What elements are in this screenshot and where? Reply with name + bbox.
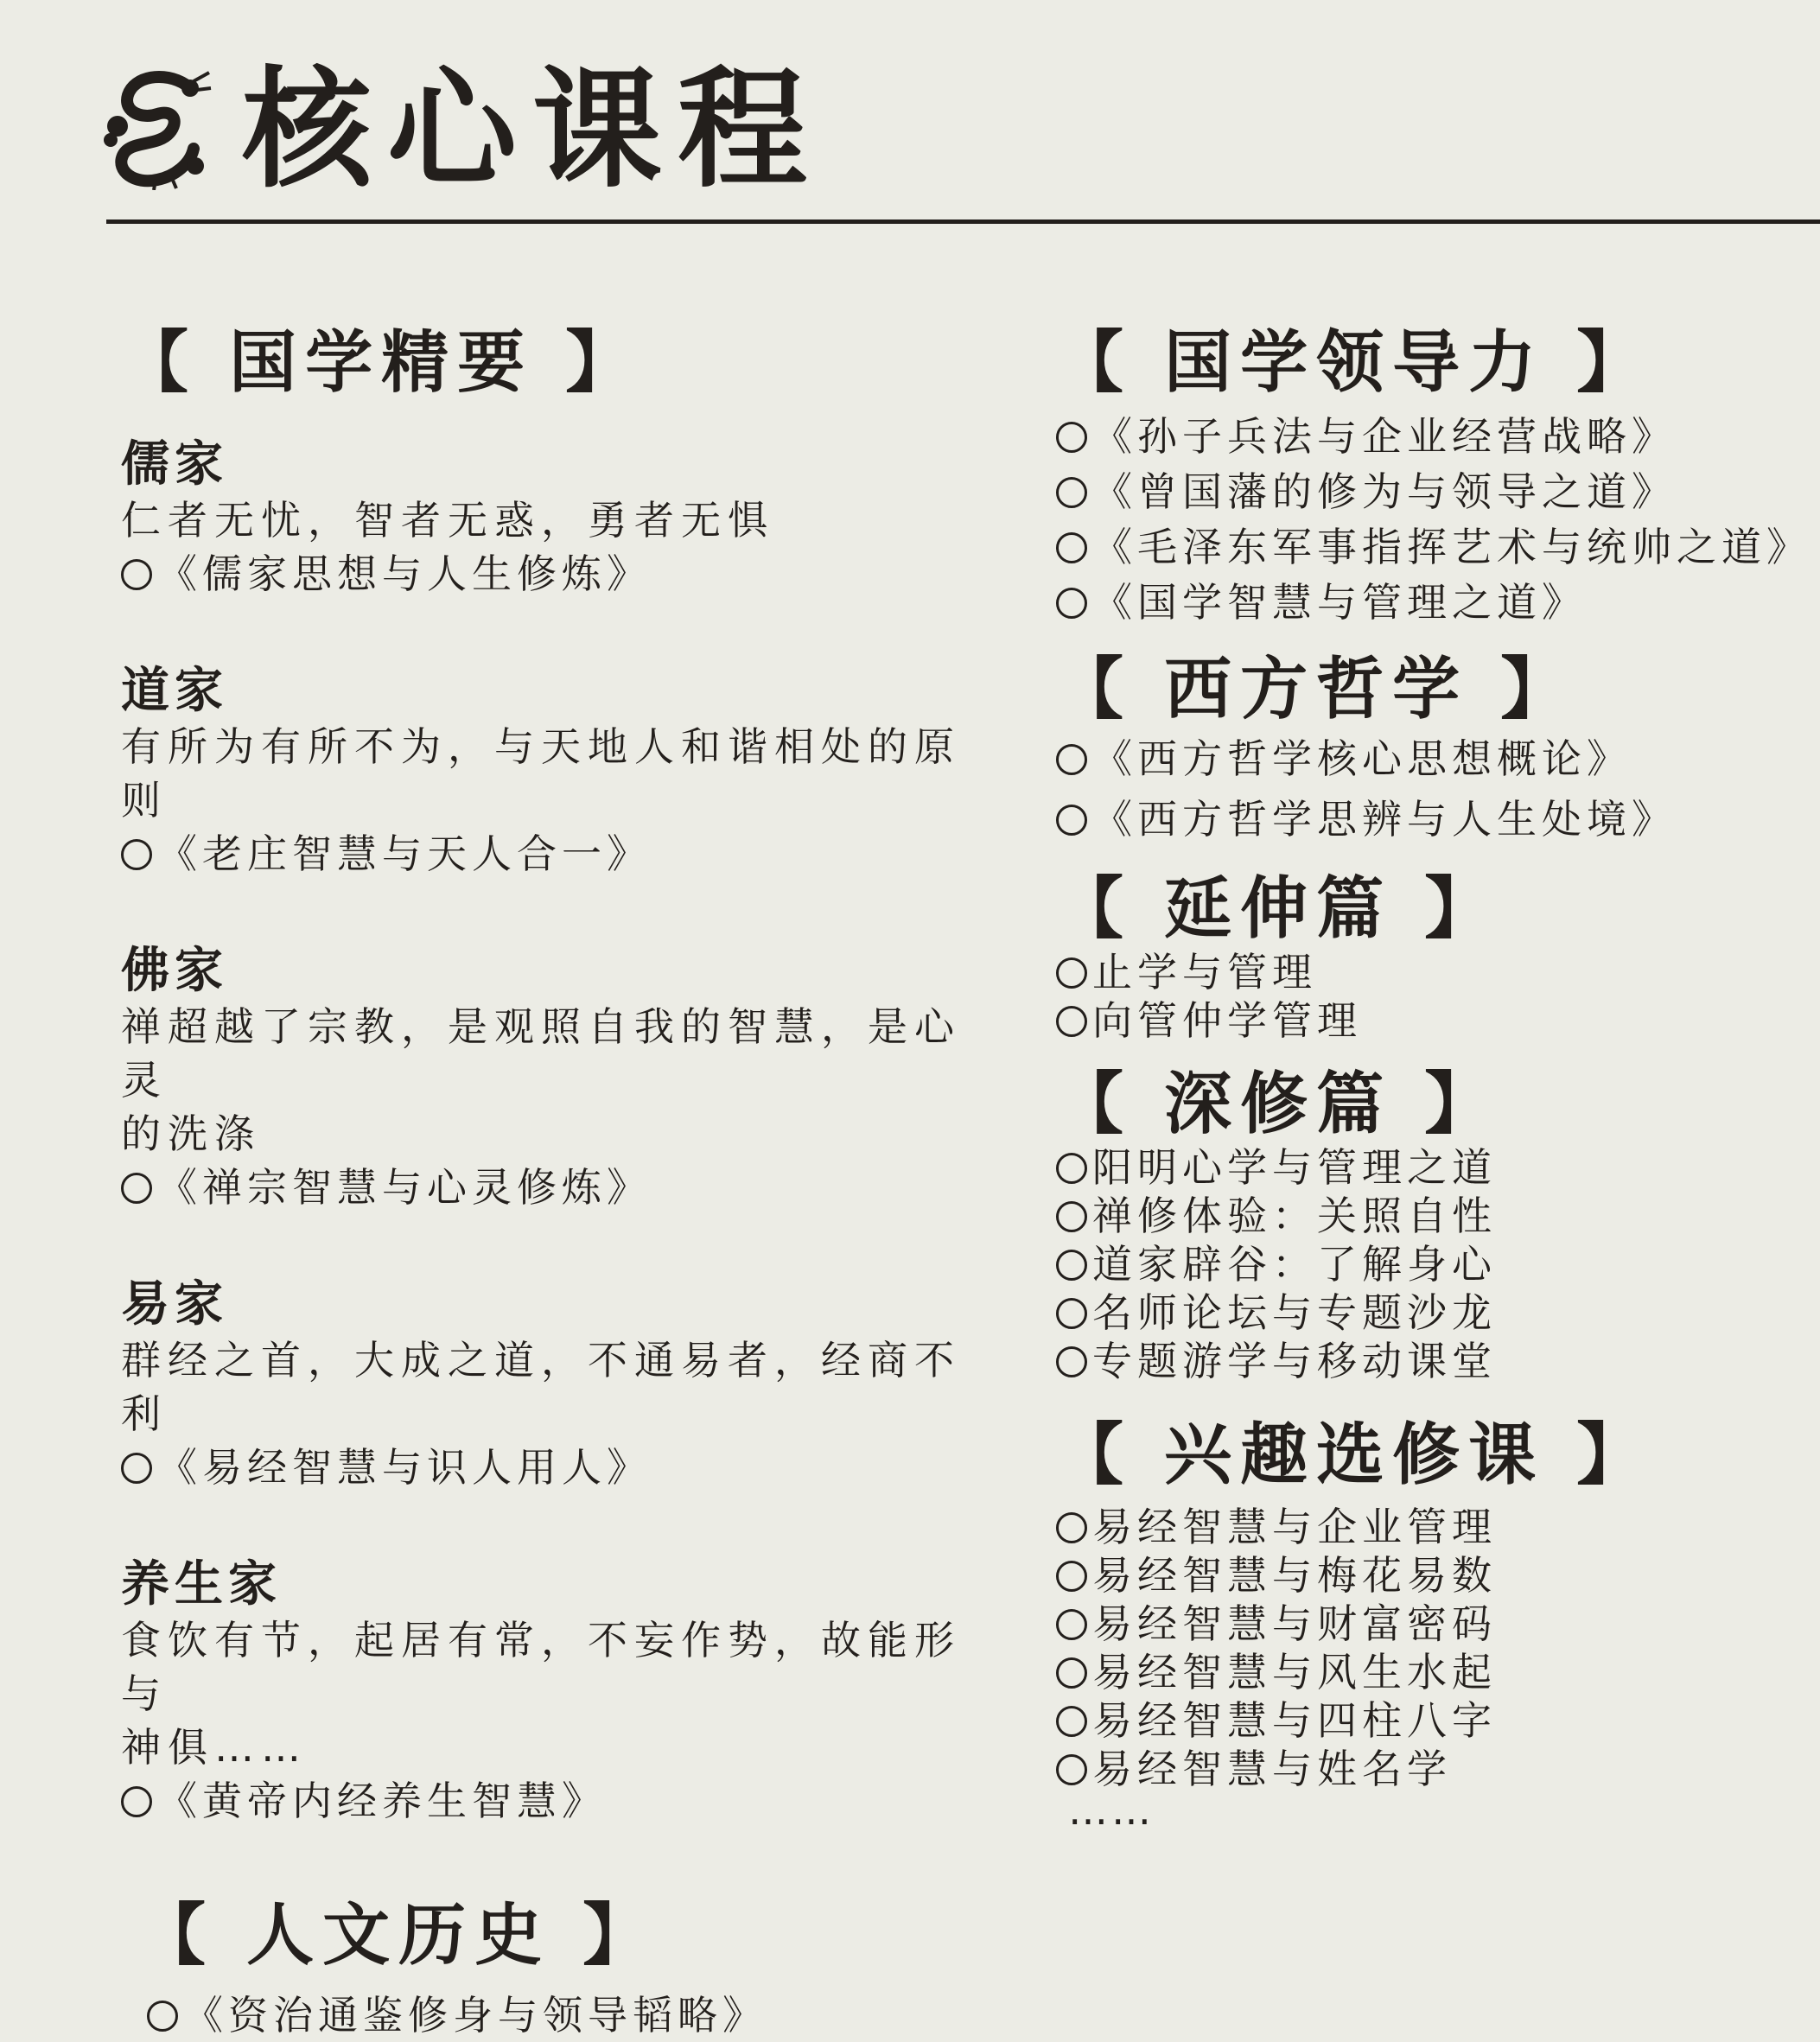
course-title: 易经智慧与企业管理 (1092, 1504, 1497, 1550)
circle-bullet-icon (1056, 744, 1087, 775)
circle-bullet-icon (1056, 957, 1087, 989)
course-title: 阳明心学与管理之道 (1092, 1144, 1497, 1191)
course-title: 《西方哲学思辨与人生处境》 (1092, 796, 1677, 843)
course-item (1056, 1648, 1820, 1696)
course-item (1056, 789, 1820, 849)
course-title: 专题游学与移动课堂 (1092, 1338, 1497, 1384)
school-motto: 食饮有节，起居有常，不妄作势，故能形与 (121, 1617, 961, 1717)
course-title: 《黄帝内经养生智慧》 (157, 1778, 607, 1824)
course-item (1056, 575, 1820, 630)
circle-bullet-icon (121, 1173, 152, 1204)
course-item (1056, 1143, 1820, 1192)
circle-bullet-icon (121, 839, 152, 870)
school-name: 道家 (121, 663, 228, 719)
section-elective (1056, 1415, 1820, 1834)
course-item (1056, 996, 1820, 1045)
section-title-renwen: 【 人文历史 】 (138, 1896, 659, 1975)
section-leadership (1056, 324, 1820, 630)
course-title: 道家辟谷：了解身心 (1092, 1241, 1497, 1288)
section-extension (1056, 870, 1820, 1045)
more-ellipsis: …… (1068, 1787, 1155, 1834)
course-item (121, 1988, 1002, 2042)
section-title-deep: 【 深修篇 】 (1056, 1065, 1501, 1143)
course-item (1056, 728, 1820, 789)
course-title: 《易经智慧与识人用人》 (157, 1444, 652, 1491)
course-item (1056, 1288, 1820, 1337)
course-title: 止学与管理 (1092, 949, 1317, 996)
course-item (121, 1161, 1002, 1214)
school-block (121, 1556, 1002, 1828)
course-title: 易经智慧与财富密码 (1092, 1600, 1497, 1647)
header-divider (106, 219, 1820, 224)
course-title: 《资治通鉴修身与领导韬略》 (183, 1992, 767, 2039)
circle-bullet-icon (121, 559, 152, 590)
course-title: 《儒家思想与人生修炼》 (157, 550, 652, 597)
section-title-western: 【 西方哲学 】 (1056, 650, 1577, 728)
page-title: 核心课程 (242, 54, 824, 206)
course-item (1056, 1240, 1820, 1288)
circle-bullet-icon (1056, 1298, 1087, 1329)
circle-bullet-icon (1056, 1153, 1087, 1184)
school-motto: 有所为有所不为，与天地人和谐相处的原则 (121, 723, 961, 824)
course-item (1056, 1745, 1820, 1793)
school-motto: 仁者无忧，智者无惑，勇者无惧 (121, 497, 774, 544)
course-title: 《毛泽东军事指挥艺术与统帅之道》 (1092, 524, 1811, 570)
section-title-extension: 【 延伸篇 】 (1056, 869, 1501, 948)
course-item (1056, 1551, 1820, 1600)
section-title-elective: 【 兴趣选修课 】 (1056, 1415, 1653, 1494)
right-column (1056, 324, 1820, 1848)
circle-bullet-icon (1056, 1561, 1087, 1592)
left-column (121, 324, 1002, 2042)
circle-bullet-icon (121, 1786, 152, 1817)
school-motto: 群经之首，大成之道，不通易者，经商不利 (121, 1337, 961, 1437)
course-item (1056, 1600, 1820, 1648)
school-block (121, 663, 1002, 881)
circle-bullet-icon (147, 2001, 178, 2032)
course-title: 易经智慧与梅花易数 (1092, 1552, 1497, 1599)
school-name: 佛家 (121, 943, 228, 999)
circle-bullet-icon (1056, 1754, 1087, 1785)
school-motto: 禅超越了宗教，是观照自我的智慧，是心灵 (121, 1003, 961, 1104)
circle-bullet-icon (1056, 1346, 1087, 1377)
course-title: 《老庄智慧与天人合一》 (157, 830, 652, 877)
section-title-guoxue: 【 国学精要 】 (121, 323, 642, 402)
circle-bullet-icon (1056, 1006, 1087, 1037)
circle-bullet-icon (1056, 1250, 1087, 1281)
circle-bullet-icon (1056, 805, 1087, 836)
school-name: 儒家 (121, 436, 228, 493)
course-title: 易经智慧与风生水起 (1092, 1649, 1497, 1695)
circle-bullet-icon (1056, 588, 1087, 619)
course-item (121, 1441, 1002, 1494)
course-item (1056, 948, 1820, 996)
course-title: 《国学智慧与管理之道》 (1092, 579, 1587, 626)
course-title: 易经智慧与四柱八字 (1092, 1697, 1497, 1744)
page-header (104, 54, 1820, 206)
circle-bullet-icon (1056, 1657, 1087, 1689)
course-item (1056, 409, 1820, 464)
school-motto: 神俱…… (121, 1724, 308, 1771)
course-item (121, 827, 1002, 881)
school-name: 易家 (121, 1276, 228, 1333)
school-block (121, 436, 1002, 601)
course-item (1056, 1503, 1820, 1551)
course-item (1056, 1337, 1820, 1385)
course-item (121, 1774, 1002, 1828)
section-title-leadership: 【 国学领导力 】 (1056, 323, 1653, 402)
course-title: 《西方哲学核心思想概论》 (1092, 735, 1632, 782)
circle-bullet-icon (1056, 1706, 1087, 1737)
course-title: 名师论坛与专题沙龙 (1092, 1289, 1497, 1336)
circle-bullet-icon (1056, 1512, 1087, 1543)
course-item (1056, 519, 1820, 575)
circle-bullet-icon (1056, 1201, 1087, 1232)
course-item (121, 547, 1002, 601)
section-deep (1056, 1066, 1820, 1385)
course-item (1056, 1696, 1820, 1745)
school-block (121, 1276, 1002, 1494)
course-title: 《禅宗智慧与心灵修炼》 (157, 1164, 652, 1211)
course-title: 易经智慧与姓名学 (1092, 1746, 1452, 1792)
school-motto: 的洗涤 (121, 1110, 261, 1157)
course-title: 向管仲学管理 (1092, 997, 1362, 1044)
course-title: 禅修体验：关照自性 (1092, 1193, 1497, 1239)
circle-bullet-icon (1056, 532, 1087, 563)
course-title: 《孙子兵法与企业经营战略》 (1092, 413, 1677, 460)
circle-bullet-icon (1056, 422, 1087, 453)
circle-bullet-icon (1056, 477, 1087, 508)
circle-bullet-icon (1056, 1609, 1087, 1640)
circle-bullet-icon (121, 1453, 152, 1484)
dragon-emblem-icon (104, 69, 212, 190)
course-item (1056, 1192, 1820, 1240)
school-name: 养生家 (121, 1556, 282, 1613)
course-title: 《曾国藩的修为与领导之道》 (1092, 468, 1677, 515)
school-block (121, 943, 1002, 1214)
course-item (1056, 464, 1820, 519)
section-western (1056, 651, 1820, 849)
